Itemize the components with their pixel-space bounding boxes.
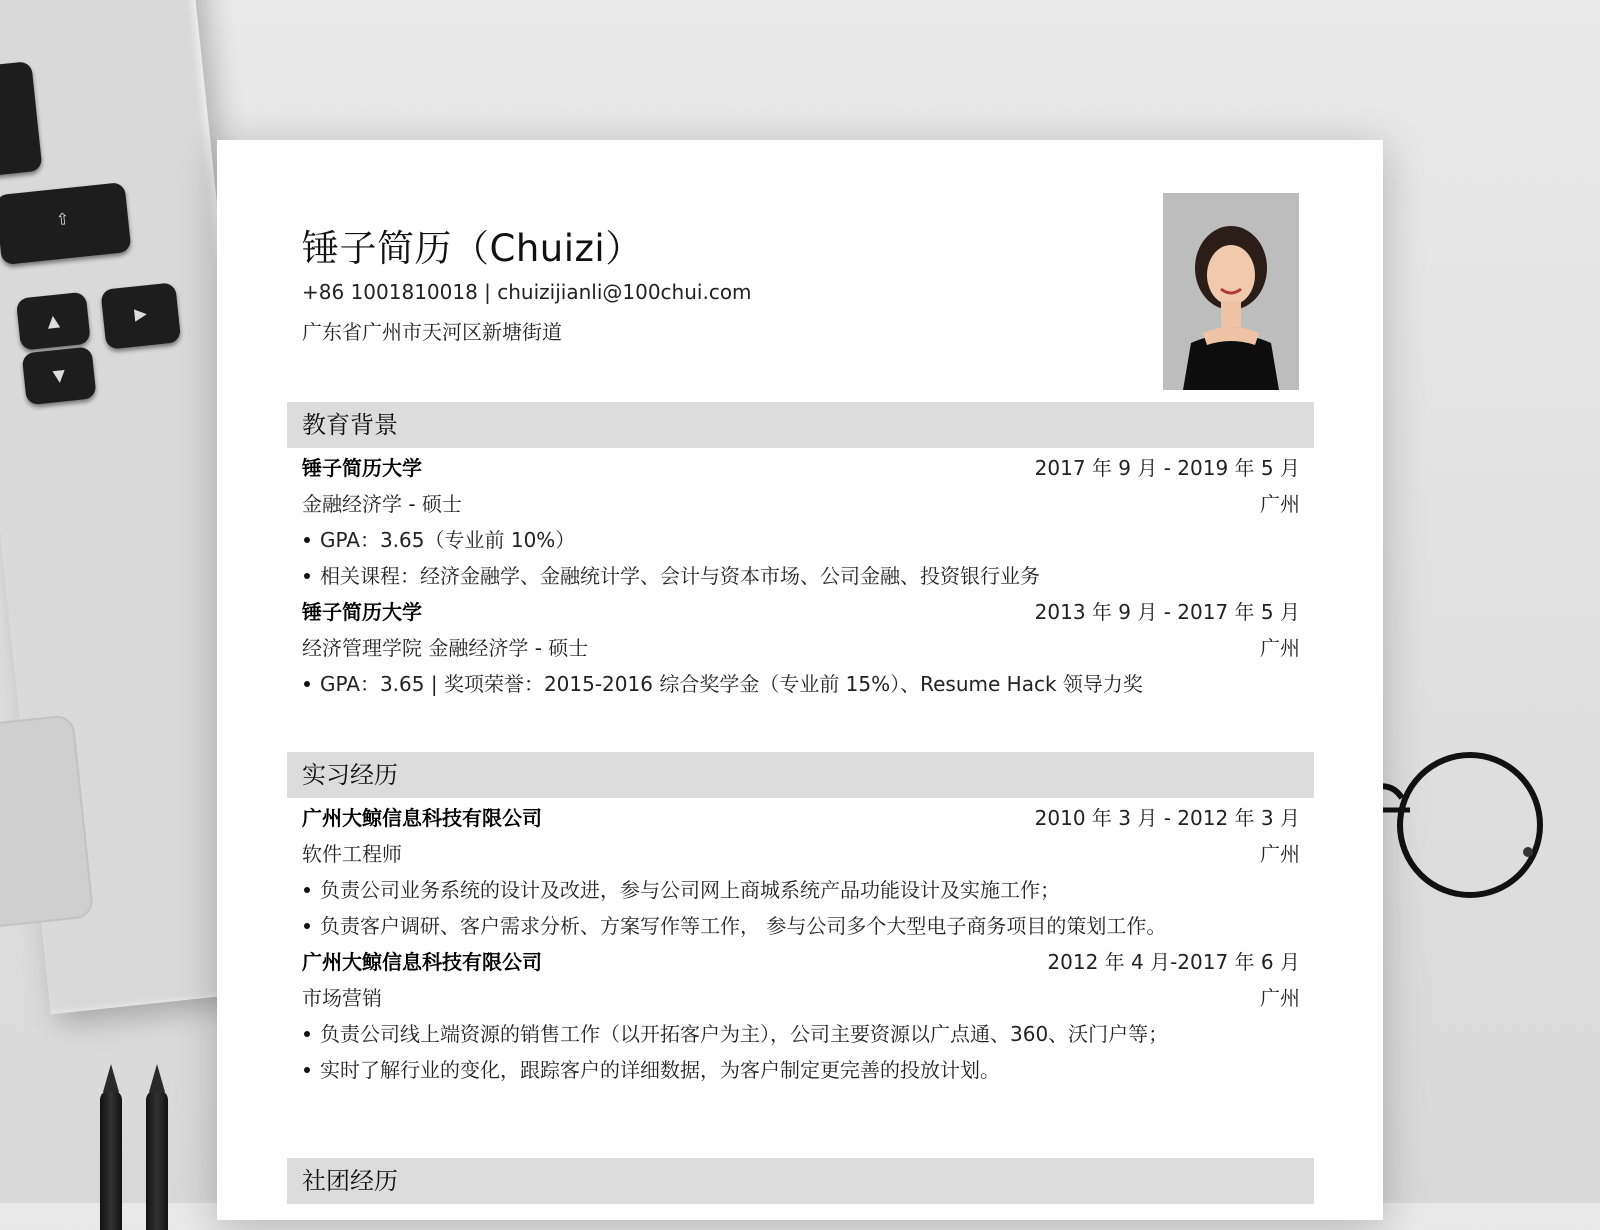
date-range: 2012 年 4 月-2017 年 6 月 bbox=[1047, 950, 1300, 974]
bullet-dot bbox=[304, 923, 310, 929]
bullet-item bbox=[302, 1054, 1300, 1086]
address: 广东省广州市天河区新塘街道 bbox=[302, 320, 562, 344]
bullet-item bbox=[302, 524, 1300, 556]
profile-photo bbox=[1163, 193, 1299, 390]
internship-entry-1-header bbox=[302, 802, 1300, 834]
arrow-down-key bbox=[22, 346, 97, 405]
pencil-right bbox=[146, 1090, 168, 1230]
date-range: 2017 年 9 月 - 2019 年 5 月 bbox=[1034, 456, 1300, 480]
arrow-right-key bbox=[100, 282, 181, 350]
location: 广州 bbox=[1260, 842, 1300, 866]
school-name: 锤子简历大学 bbox=[302, 600, 422, 624]
glasses-icon bbox=[1370, 730, 1570, 930]
bullet-dot bbox=[304, 537, 310, 543]
bullet-item bbox=[302, 874, 1300, 906]
bullet-text: GPA：3.65 | 奖项荣誉：2015-2016 综合奖学金（专业前 15%）、Resume Hack 领导力奖 bbox=[320, 672, 1143, 696]
shift-key bbox=[0, 182, 132, 265]
education-entry-1-sub bbox=[302, 488, 1300, 520]
pencil-left bbox=[100, 1090, 122, 1230]
bullet-item bbox=[302, 910, 1300, 942]
bullet-dot bbox=[304, 573, 310, 579]
bullet-item bbox=[302, 560, 1300, 592]
keyboard-key bbox=[0, 61, 43, 178]
section-education-header: 教育背景 bbox=[287, 402, 1314, 448]
arrow-up-key bbox=[16, 292, 91, 351]
school-name: 锤子简历大学 bbox=[302, 456, 422, 480]
company-name: 广州大鲸信息科技有限公司 bbox=[302, 950, 542, 974]
company-name: 广州大鲸信息科技有限公司 bbox=[302, 806, 542, 830]
bullet-text: 负责公司线上端资源的销售工作（以开拓客户为主），公司主要资源以广点通、360、沃门户等； bbox=[320, 1022, 1169, 1046]
bullet-text: 相关课程：经济金融学、金融统计学、会计与资本市场、公司金融、投资银行业务 bbox=[320, 564, 1040, 588]
location: 广州 bbox=[1260, 492, 1300, 516]
date-range: 2010 年 3 月 - 2012 年 3 月 bbox=[1034, 806, 1300, 830]
bullet-dot bbox=[304, 1067, 310, 1073]
bullet-text: GPA：3.65（专业前 10%） bbox=[320, 528, 576, 552]
education-entry-2-header bbox=[302, 596, 1300, 628]
bullet-dot bbox=[304, 1031, 310, 1037]
resume-name: 锤子简历（Chuizi） bbox=[302, 227, 643, 270]
location: 广州 bbox=[1260, 636, 1300, 660]
location: 广州 bbox=[1260, 986, 1300, 1010]
internship-entry-2-sub bbox=[302, 982, 1300, 1014]
bullet-text: 负责公司业务系统的设计及改进，参与公司网上商城系统产品功能设计及实施工作； bbox=[320, 878, 1060, 902]
bullet-text: 负责客户调研、客户需求分析、方案写作等工作， 参与公司多个大型电子商务项目的策划工作。 bbox=[320, 914, 1167, 938]
date-range: 2013 年 9 月 - 2017 年 5 月 bbox=[1034, 600, 1300, 624]
bullet-dot bbox=[304, 887, 310, 893]
education-entry-2-sub bbox=[302, 632, 1300, 664]
education-entry-1-header bbox=[302, 452, 1300, 484]
section-internship-header: 实习经历 bbox=[287, 752, 1314, 798]
internship-entry-2-header bbox=[302, 946, 1300, 978]
role: 市场营销 bbox=[302, 986, 382, 1010]
role: 软件工程师 bbox=[302, 842, 402, 866]
bullet-item bbox=[302, 1018, 1300, 1050]
degree: 金融经济学 - 硕士 bbox=[302, 492, 462, 516]
contact-info: +86 1001810018 | chuizijianli@100chui.com bbox=[302, 280, 752, 304]
resume-page bbox=[217, 140, 1383, 1220]
bullet-text: 实时了解行业的变化，跟踪客户的详细数据，为客户制定更完善的投放计划。 bbox=[320, 1058, 1000, 1082]
avatar-icon bbox=[1163, 193, 1299, 390]
internship-entry-1-sub bbox=[302, 838, 1300, 870]
bullet-item bbox=[302, 668, 1300, 700]
bullet-dot bbox=[304, 681, 310, 687]
section-clubs-header: 社团经历 bbox=[287, 1158, 1314, 1204]
degree: 经济管理学院 金融经济学 - 硕士 bbox=[302, 636, 589, 660]
